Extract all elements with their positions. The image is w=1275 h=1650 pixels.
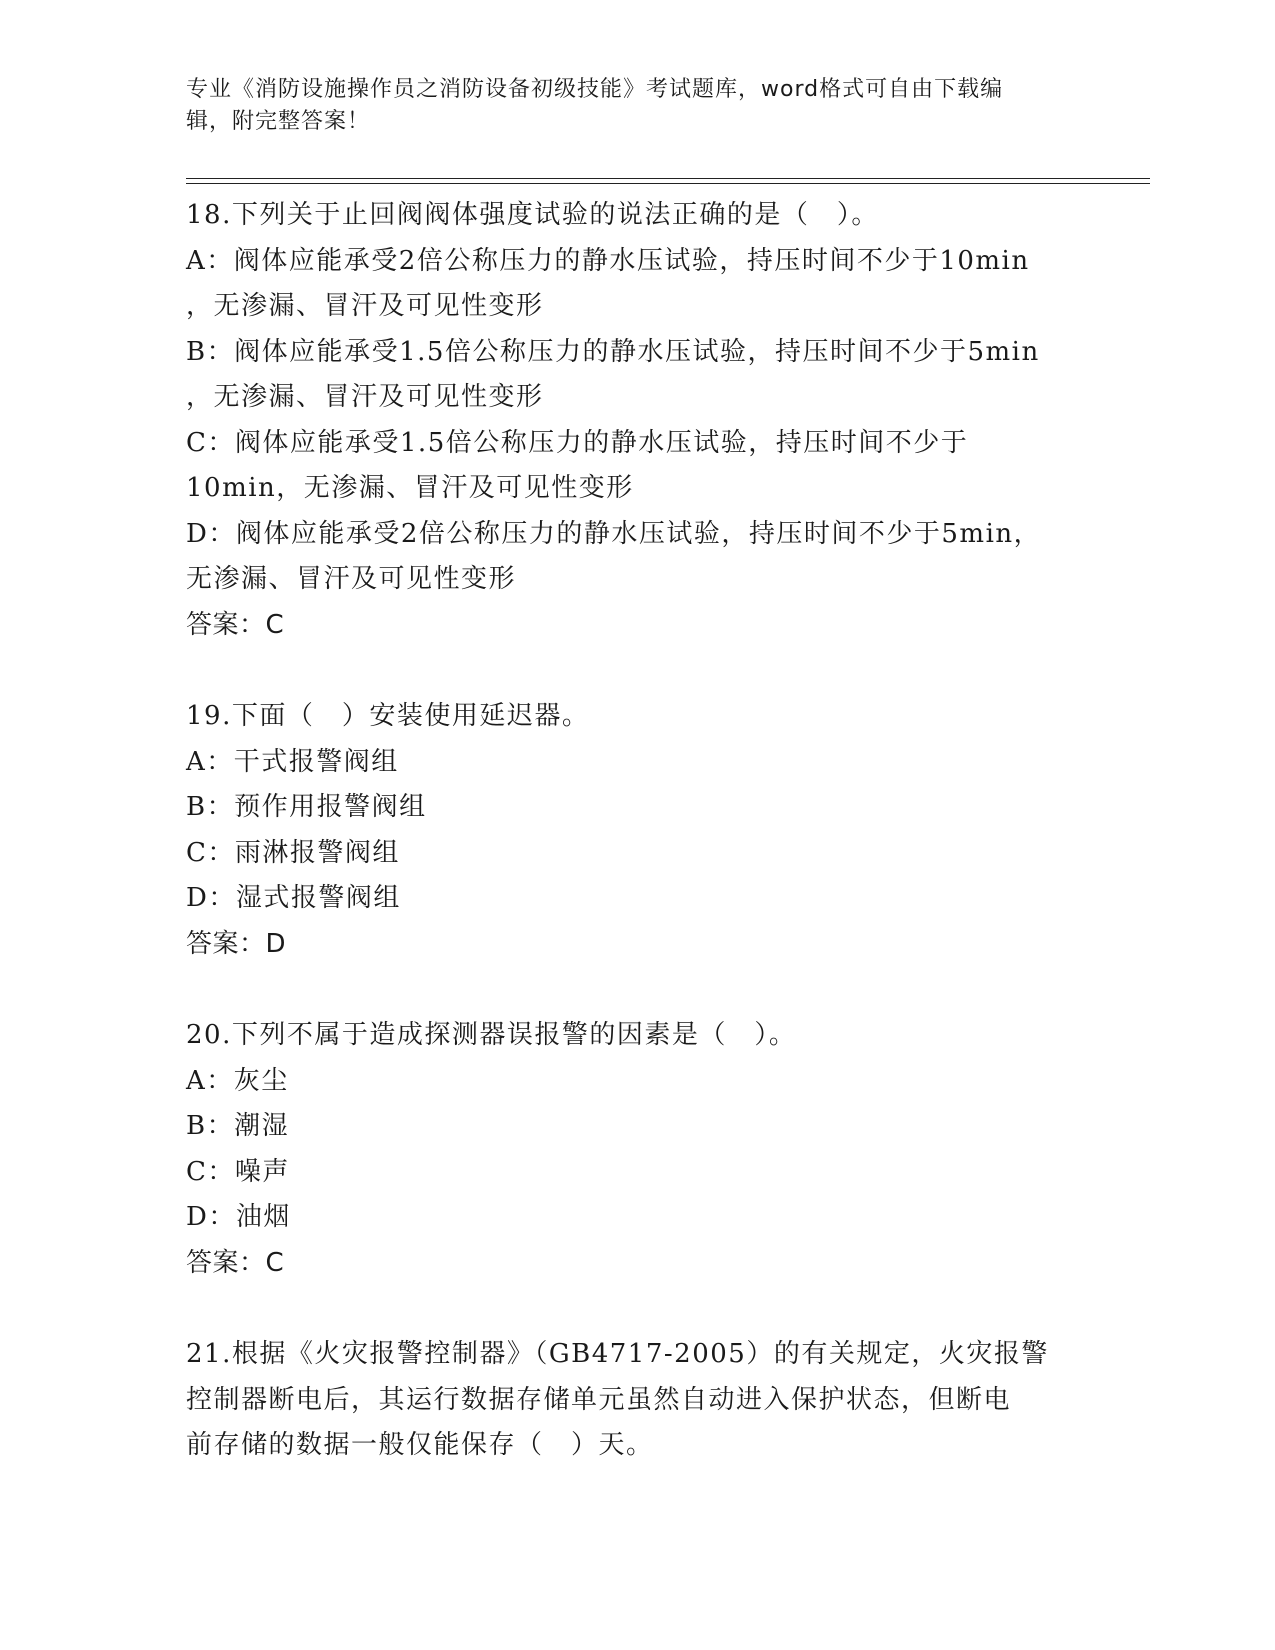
question-stem: 19.下面（ ）安装使用延迟器。 bbox=[186, 701, 590, 731]
question-list bbox=[186, 193, 1086, 1469]
question-20 bbox=[186, 1013, 1086, 1286]
spacer bbox=[186, 967, 1086, 1013]
option-d-line-2: 无渗漏、冒汗及可见性变形 bbox=[186, 564, 517, 594]
question-18 bbox=[186, 193, 1086, 648]
question-stem-line-3: 前存储的数据一般仅能保存（ ）天。 bbox=[186, 1430, 654, 1460]
option-d-line-1: D：阀体应能承受2倍公称压力的静水压试验，持压时间不少于5min， bbox=[186, 518, 1042, 549]
option-c-line-1: C：阀体应能承受1.5倍公称压力的静水压试验，持压时间不少于 bbox=[186, 427, 969, 458]
option-a: A：干式报警阀组 bbox=[186, 746, 399, 777]
header-divider-bottom bbox=[186, 183, 1150, 184]
question-stem: 20.下列不属于造成探测器误报警的因素是（ ）。 bbox=[186, 1020, 797, 1050]
spacer bbox=[186, 1286, 1086, 1332]
option-c: C：雨淋报警阀组 bbox=[186, 837, 400, 868]
header-divider-top bbox=[186, 178, 1150, 179]
question-stem-line-2: 控制器断电后，其运行数据存储单元虽然自动进入保护状态，但断电 bbox=[186, 1384, 1012, 1415]
option-a-line-2: ，无渗漏、冒汗及可见性变形 bbox=[186, 291, 544, 321]
option-b: B：预作用报警阀组 bbox=[186, 792, 427, 822]
option-a-line-1: A：阀体应能承受2倍公称压力的静水压试验，持压时间不少于10min bbox=[186, 245, 1030, 276]
option-c: C：噪声 bbox=[186, 1156, 290, 1187]
option-b-line-1: B：阀体应能承受1.5倍公称压力的静水压试验，持压时间不少于5min bbox=[186, 336, 1040, 367]
document-header bbox=[186, 74, 1066, 138]
option-d: D：湿式报警阀组 bbox=[186, 883, 401, 913]
spacer bbox=[186, 648, 1086, 694]
option-c-line-2: 10min，无渗漏、冒汗及可见性变形 bbox=[186, 473, 634, 503]
option-a: A：灰尘 bbox=[186, 1065, 289, 1096]
header-line-1: 专业《消防设施操作员之消防设备初级技能》考试题库，word格式可自由下载编 bbox=[186, 77, 1004, 102]
answer-label: 答案：C bbox=[186, 609, 285, 640]
question-19 bbox=[186, 694, 1086, 967]
option-b-line-2: ，无渗漏、冒汗及可见性变形 bbox=[186, 382, 544, 412]
question-stem-line-1: 21.根据《火灾报警控制器》（GB4717-2005）的有关规定，火灾报警 bbox=[186, 1339, 1049, 1369]
answer-label: 答案：D bbox=[186, 928, 287, 959]
question-21 bbox=[186, 1332, 1086, 1469]
option-d: D：油烟 bbox=[186, 1202, 291, 1232]
question-stem: 18.下列关于止回阀阀体强度试验的说法正确的是（ ）。 bbox=[186, 200, 879, 230]
header-line-2: 辑，附完整答案！ bbox=[186, 109, 371, 134]
answer-label: 答案：C bbox=[186, 1247, 285, 1278]
option-b: B：潮湿 bbox=[186, 1111, 290, 1141]
